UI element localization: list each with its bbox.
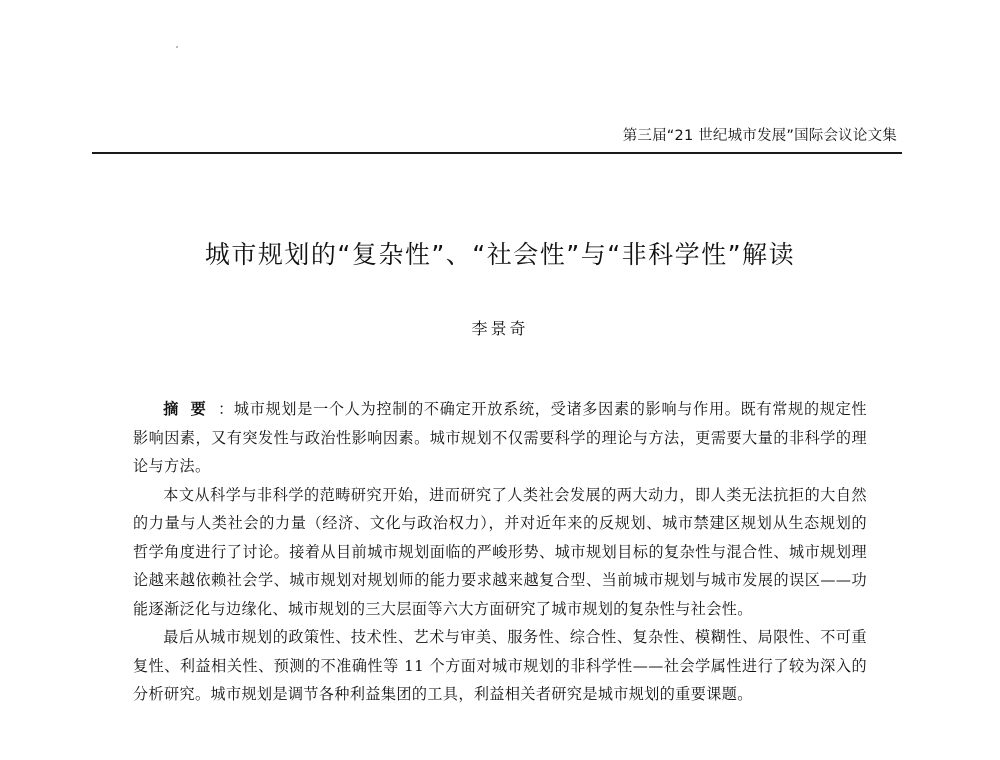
abstract-paragraph-1-text: 城市规划是一个人为控制的不确定开放系统，受诸多因素的影响与作用。既有常规的规定性影响因素，又有突发性与政治性影响因素。城市规划不仅需要科学的理论与方法，更需要大量的非科学的理论与方法。 [133,400,867,475]
abstract-paragraph-2: 本文从科学与非科学的范畴研究开始，进而研究了人类社会发展的两大动力，即人类无法抗拒的大自然的力量与人类社会的力量（经济、文化与政治权力），并对近年来的反规划、城市禁建区规划从生态规划的哲学角度进行了讨论。接着从目前城市规划面临的严峻形势、城市规划目标的复杂性与混合性、城市规划理论越来越依赖社会学、城市规划对规划师的能力要求越来越复合型、当前城市规划与城市发展的误区——功能逐渐泛化与边缘化、城市规划的三大层面等六大方面研究了城市规划的复杂性与社会性。 [133,485,867,618]
abstract-label-colon: ： [218,400,234,418]
abstract-paragraph-3: 最后从城市规划的政策性、技术性、艺术与审美、服务性、综合性、复杂性、模糊性、局限性、不可重复性、利益相关性、预测的不准确性等 11 个方面对城市规划的非科学性——社会学属性进行了较为深入的分析研究。城市规划是调节各种利益集团的工具，利益相关者研究是城市规划的重要课题。 [133,628,867,703]
running-header: 第三届“21 世纪城市发展”国际会议论文集 [622,128,897,144]
author-name: 李景奇 [471,319,529,338]
header-rule [92,152,902,154]
paper-title: 城市规划的“复杂性”、“社会性”与“非科学性”解读 [204,240,796,269]
abstract-label: 摘要 [163,400,219,418]
abstract-paragraph-1 [133,395,867,481]
scan-speck [176,46,178,48]
abstract [133,395,867,709]
